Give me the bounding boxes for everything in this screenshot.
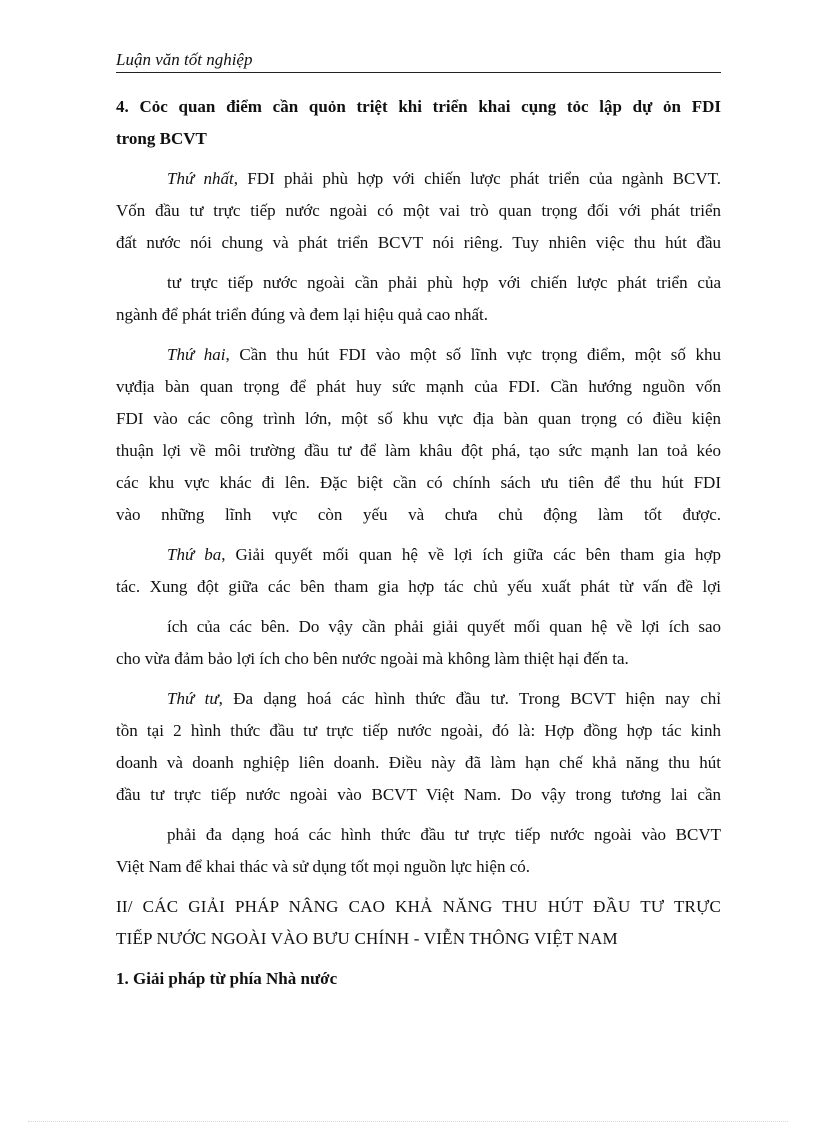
para-3-line-2: tác. Xung đột giữa các bên tham gia hợp tác chủ yếu xuất phát từ vấn đề lợi — [116, 577, 721, 596]
para-2-line-2: vựđịa bàn quan trọng để phát huy sức mạnh của FDI. Cần hướng nguồn vốn — [116, 377, 721, 396]
section-4-heading-line-1: 4. Cỏc quan điểm cần quỏn triệt khi triển khai cụng tỏc lập dự ỏn FDI — [116, 97, 721, 116]
para-1-line-1-text: , FDI phải phù hợp với chiến lược phát triển của ngành BCVT. — [233, 169, 721, 188]
para-1-line-3: đất nước nói chung và phát triển BCVT nói riêng. Tuy nhiên việc thu hút đầu — [116, 233, 721, 252]
para-2-line-1 — [167, 344, 721, 366]
para-3-line-1 — [167, 544, 721, 566]
section-ii-heading-line-2: TIẾP NƯỚC NGOÀI VÀO BƯU CHÍNH - VIỄN THÔNG VIỆT NAM — [116, 929, 618, 948]
para-2-line-6: vào những lĩnh vực còn yếu và chưa chủ động làm tốt được. — [116, 505, 721, 524]
para-1-line-1 — [167, 168, 721, 190]
para-3-line-3: ích của các bên. Do vậy cần phải giải quyết mối quan hệ về lợi ích sao — [167, 617, 721, 636]
para-2-line-3: FDI vào các công trình lớn, một số khu vực địa bàn quan trọng có điều kiện — [116, 409, 721, 428]
para-3-line-1-text: , Giải quyết mối quan hệ về lợi ích giữa các bên tham gia hợp — [221, 545, 721, 564]
para-1-line-5: ngành để phát triển đúng và đem lại hiệu quả cao nhất. — [116, 305, 488, 324]
section-ii-heading-line-1: II/ CÁC GIẢI PHÁP NÂNG CAO KHẢ NĂNG THU HÚT ĐẦU TƯ TRỰC — [116, 897, 721, 916]
subsection-1-heading: 1. Giải pháp từ phía Nhà nước — [116, 969, 338, 988]
para-4-line-4: đầu tư trực tiếp nước ngoài vào BCVT Việt Nam. Do vậy trong tương lai cần — [116, 785, 721, 804]
para-1-line-2: Vốn đầu tư trực tiếp nước ngoài có một vai trò quan trọng đối với phát triển — [116, 201, 721, 220]
section-4-heading-line-2: trong BCVT — [116, 129, 207, 148]
para-2-lead: Thứ hai — [167, 345, 226, 364]
para-4-line-3: doanh và doanh nghiệp liên doanh. Điều này đã làm hạn chế khả năng thu hút — [116, 753, 721, 772]
para-4-lead: Thứ tư — [167, 689, 219, 708]
para-3-line-4: cho vừa đảm bảo lợi ích cho bên nước ngoài mà không làm thiệt hại đến ta. — [116, 649, 629, 668]
page-header: Luận văn tốt nghiệp — [116, 50, 721, 73]
para-2-line-1-text: , Cần thu hút FDI vào một số lĩnh vực trọng điểm, một số khu — [225, 345, 721, 364]
para-4-line-1-text: , Đa dạng hoá các hình thức đầu tư. Trong BCVT hiện nay chỉ — [218, 689, 721, 708]
para-1-lead: Thứ nhất — [167, 169, 234, 188]
page-bottom-border — [28, 1121, 788, 1122]
para-3-lead: Thứ ba — [167, 545, 222, 564]
para-4-line-1 — [167, 688, 721, 710]
para-1-line-4: tư trực tiếp nước ngoài cần phải phù hợp với chiến lược phát triển của — [167, 273, 721, 292]
para-4-line-2: tồn tại 2 hình thức đầu tư trực tiếp nước ngoài, đó là: Hợp đồng hợp tác kinh — [116, 721, 721, 740]
para-4-line-6: Việt Nam để khai thác và sử dụng tốt mọi nguồn lực hiện có. — [116, 857, 530, 876]
para-2-line-4: thuận lợi về môi trường đầu tư để làm khâu đột phá, tạo sức mạnh lan toả kéo — [116, 441, 721, 460]
para-2-line-5: các khu vực khác đi lên. Đặc biệt cần có chính sách ưu tiên để thu hút FDI — [116, 473, 721, 492]
para-4-line-5: phải đa dạng hoá các hình thức đầu tư trực tiếp nước ngoài vào BCVT — [167, 825, 721, 844]
